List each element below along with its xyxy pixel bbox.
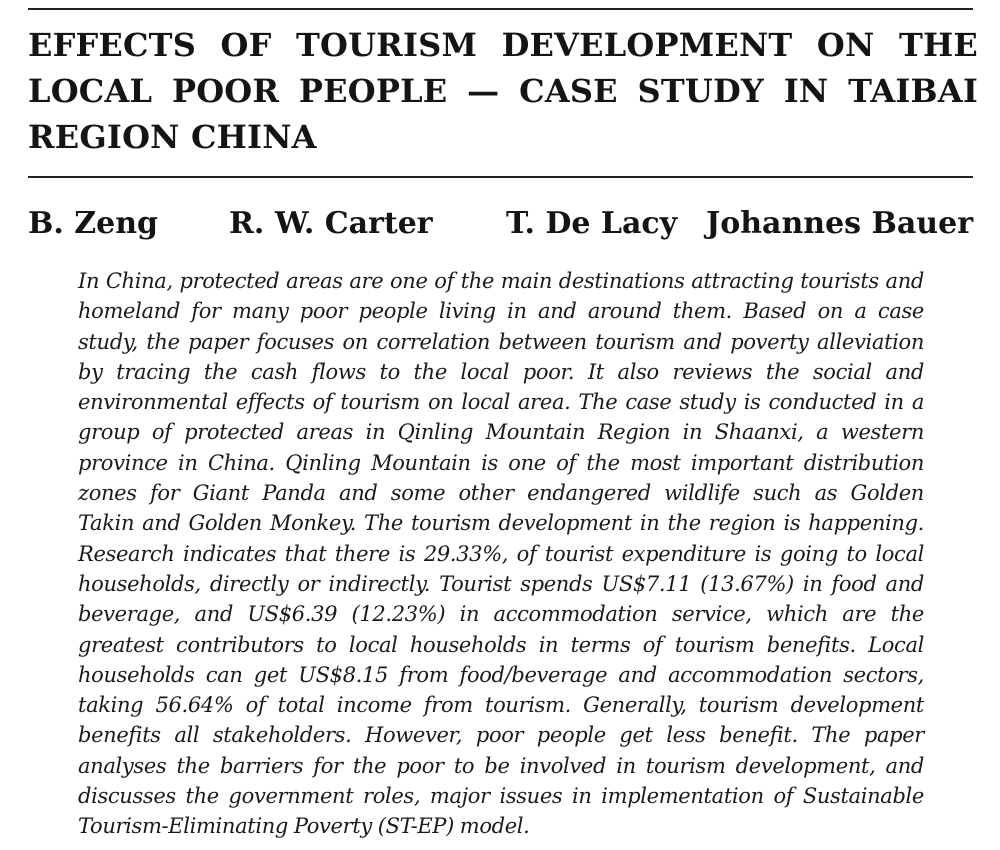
abstract-line: beverage, and US$6.39 (12.23%) in accommodation service, which are the [78, 602, 924, 627]
abstract-line: greatest contributors to local households in terms of tourism benefits. Local [78, 632, 924, 657]
abstract-line: environmental effects of tourism on local area. The case study is conducted in a [78, 390, 924, 415]
abstract-line: homeland for many poor people living in and around them. Based on a case [78, 299, 924, 324]
abstract-line: households, directly or indirectly. Tourist spends US$7.11 (13.67%) in food and [78, 571, 924, 596]
abstract-line: discusses the government roles, major issues in implementation of Sustainable [78, 784, 924, 809]
abstract-line: taking 56.64% of total income from tourism. Generally, tourism development [78, 693, 924, 718]
abstract-line: In China, protected areas are one of the main destinations attracting tourists and [78, 269, 924, 293]
title-line-2: LOCAL POOR PEOPLE — CASE STUDY IN TAIBAI [28, 72, 978, 110]
title-line-1: EFFECTS OF TOURISM DEVELOPMENT ON THE [28, 26, 978, 64]
title-line-3: REGION CHINA [28, 118, 317, 156]
paper-title [28, 22, 978, 160]
abstract-line: Tourism-Eliminating Poverty (ST-EP) model. [78, 814, 530, 839]
abstract-line: zones for Giant Panda and some other endangered wildlife such as Golden [78, 481, 924, 506]
bottom-rule [28, 176, 973, 178]
author-bauer: Johannes Bauer [706, 206, 973, 241]
author-de-lacy: T. De Lacy [506, 206, 678, 241]
author-list [28, 206, 973, 252]
abstract-line: Research indicates that there is 29.33%, of tourist expenditure is going to local [78, 541, 924, 566]
author-carter: R. W. Carter [229, 206, 433, 241]
top-rule [28, 8, 973, 10]
abstract-line: group of protected areas in Qinling Mountain Region in Shaanxi, a western [78, 420, 924, 445]
abstract-line: study, the paper focuses on correlation between tourism and poverty alleviation [78, 329, 924, 354]
abstract-line: province in China. Qinling Mountain is one of the most important distribution [78, 450, 924, 475]
author-zeng: B. Zeng [28, 206, 159, 241]
abstract-line: households can get US$8.15 from food/beverage and accommodation sectors, [78, 662, 924, 687]
abstract-line: Takin and Golden Monkey. The tourism development in the region is happening. [78, 511, 924, 536]
abstract-line: by tracing the cash flows to the local poor. It also reviews the social and [78, 359, 924, 384]
abstract-line: analyses the barriers for the poor to be involved in tourism development, and [78, 753, 924, 778]
abstract-line: benefits all stakeholders. However, poor people get less benefit. The paper [78, 723, 924, 748]
abstract [78, 266, 924, 842]
